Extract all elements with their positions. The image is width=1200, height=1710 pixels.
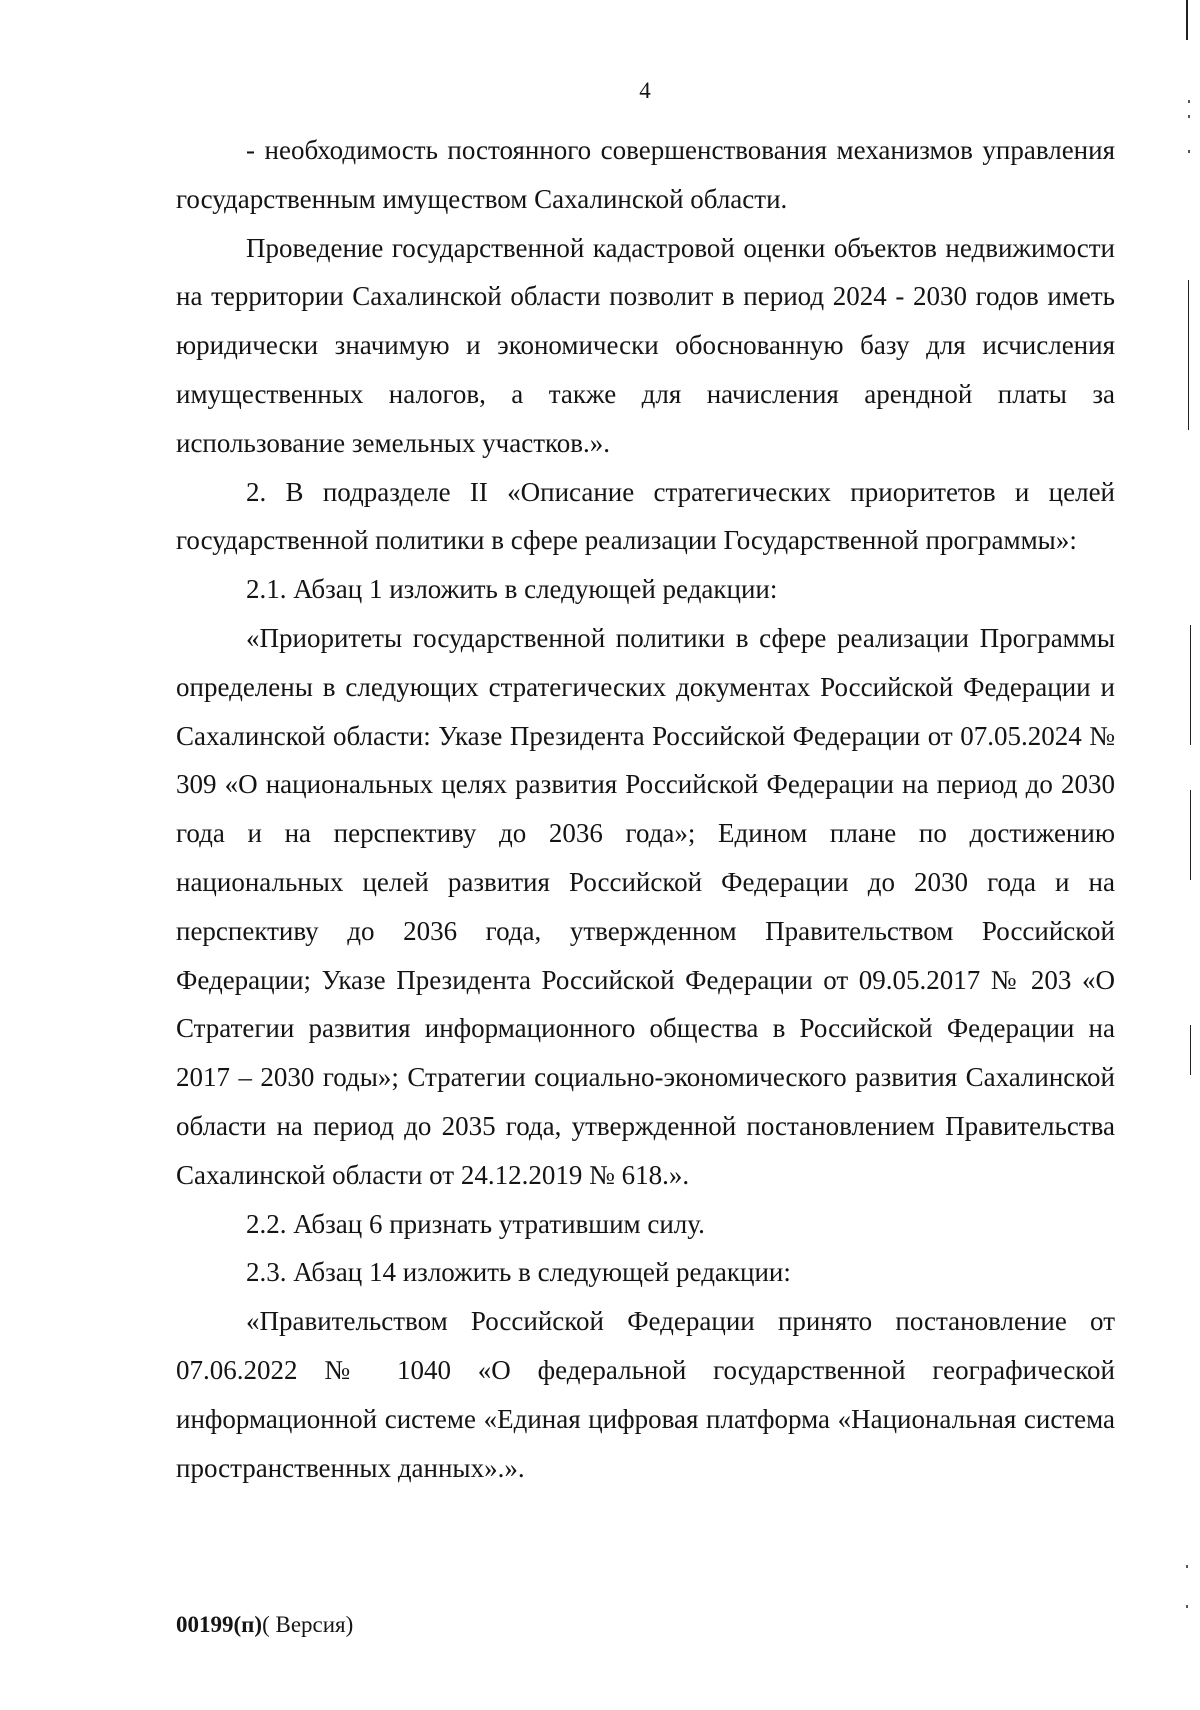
- paragraph: 2. В подразделе II «Описание стратегических приоритетов и целей государственной политики в сфере реализации Государственной программы»:: [176, 476, 1115, 556]
- scan-artifact-line: [1188, 280, 1189, 430]
- footer-version: ( Версия): [262, 1612, 354, 1637]
- paragraph: 2.3. Абзац 14 изложить в следующей редакции:: [246, 1257, 791, 1288]
- page-number: 4: [639, 78, 651, 103]
- paragraph: «Приоритеты государственной политики в сфере реализации Программы определены в следующих стратегических документах Российской Федерации и Сахалинской области: Указе Президента Российской Федерации от 07.05.2024 № 309 «О национальных целях развития Российской Федерации на период до 2030 года и на перспективу до 2036 года»; Едином плане по достижению национальных целей развития Российской Федерации до 2030 года и на перспективу до 2036 года, утвержденном Правительством Российской Федерации; Указе Президента Российской Федерации от 09.05.2017 № 203 «О Стратегии развития информационного общества в Российской Федерации на 2017 – 2030 годы»; Стратегии социально-экономического развития Сахалинской области на период до 2035 года, утвержденной постановлением Правительства Сахалинской области от 24.12.2019 № 618.».: [176, 622, 1115, 1190]
- footer-document-code: [176, 1612, 353, 1638]
- scan-artifact-dot: [1188, 115, 1190, 118]
- paragraph: - необходимость постоянного совершенствования механизмов управления государственным имуществом Сахалинской области.: [176, 135, 1115, 214]
- footer-code: 00199(п): [176, 1612, 263, 1637]
- paragraph: 2.1. Абзац 1 изложить в следующей редакции:: [246, 574, 778, 605]
- scan-artifact-dot: [1188, 100, 1190, 103]
- scan-artifact-line: [1190, 790, 1191, 880]
- scan-artifact-dot: [1188, 150, 1190, 153]
- document-body: [176, 126, 1115, 1492]
- scan-artifact-line: [1190, 625, 1191, 745]
- paragraph: 2.2. Абзац 6 признать утратившим силу.: [246, 1208, 705, 1239]
- paragraph: Проведение государственной кадастровой оценки объектов недвижимости на территории Сахалинской области позволит в период 2024 - 2030 годов иметь юридически значимую и экономически обоснованную базу для исчисления имущественных налогов, а также для начисления арендной платы за использование земельных участков.».: [176, 232, 1115, 458]
- scan-artifact-line: [1190, 1025, 1191, 1075]
- scan-artifact-dot: [1186, 1605, 1188, 1608]
- scan-artifact-line: [1186, 0, 1188, 40]
- scan-artifact-dot: [1186, 1565, 1188, 1568]
- paragraph: «Правительством Российской Федерации принято постановление от 07.06.2022 № 1040 «О федеральной государственной географической информационной системе «Единая цифровая платформа «Национальная система пространственных данных».».: [176, 1306, 1115, 1483]
